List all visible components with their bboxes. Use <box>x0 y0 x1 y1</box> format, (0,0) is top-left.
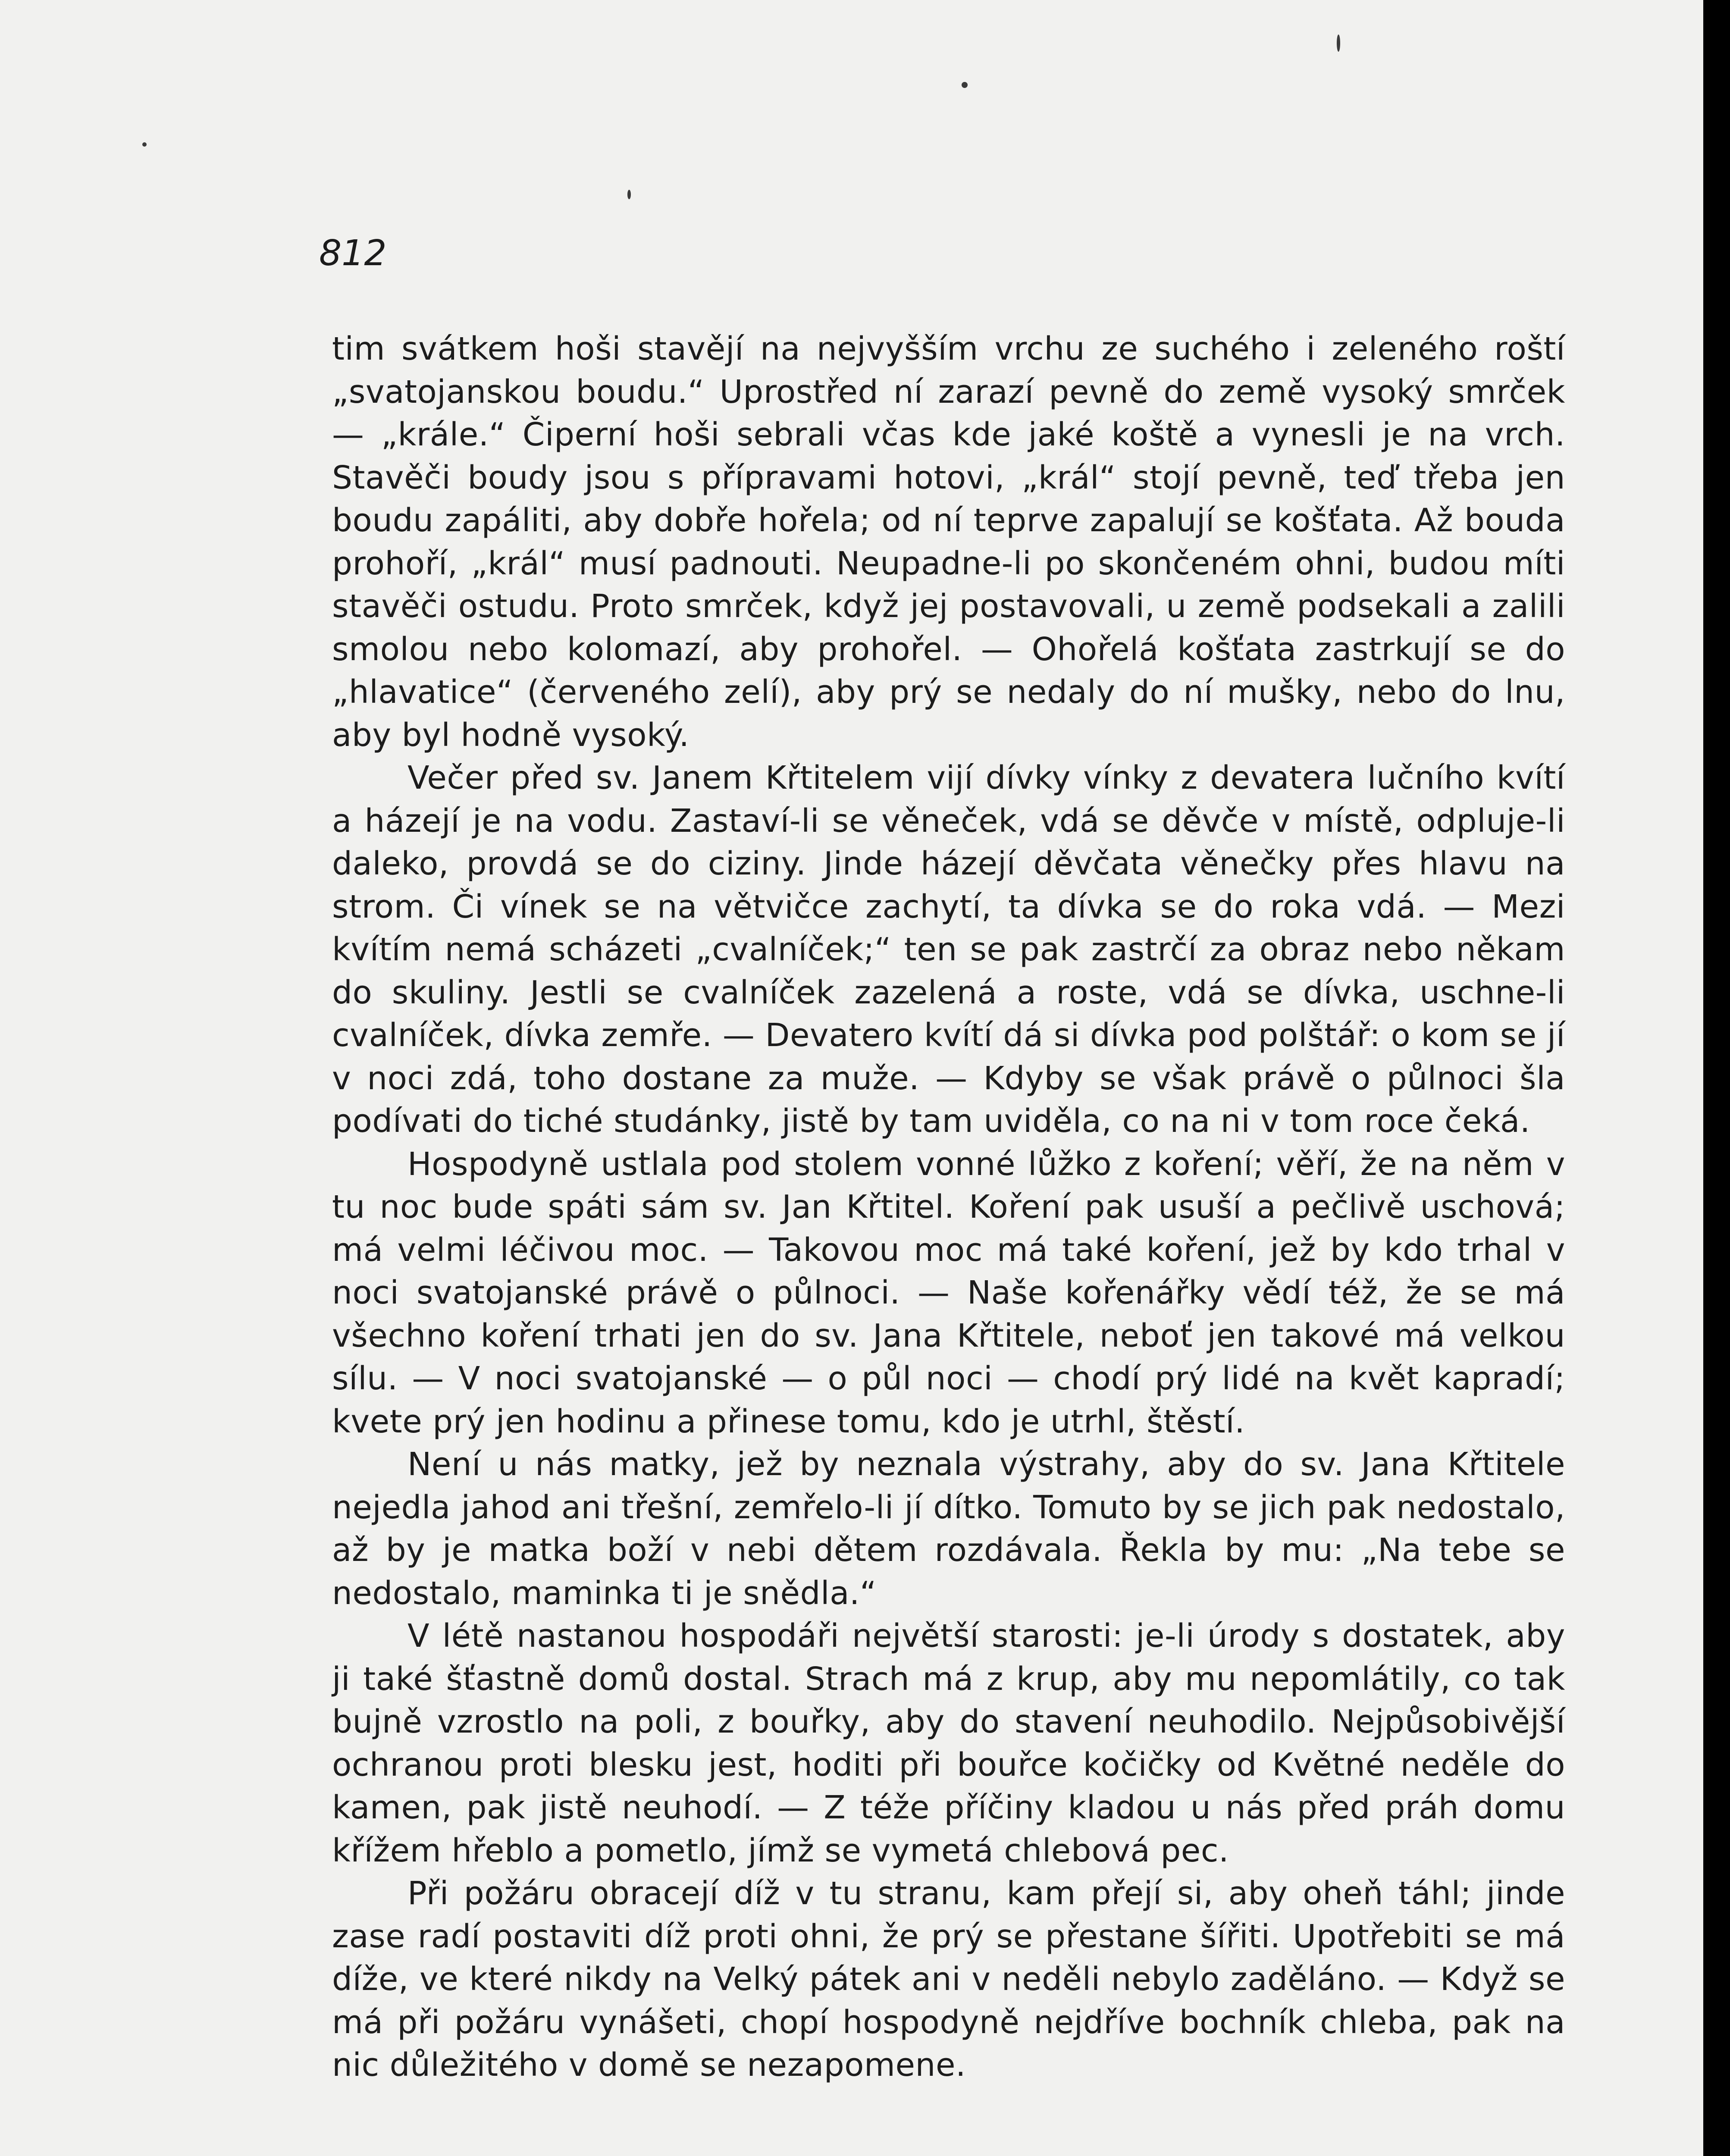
paragraph-1: tim svátkem hoši stavějí na nejvyšším vrchu ze suchého i zeleného roští „svatojanskou boudu.“ Uprostřed ní zarazí pevně do země vysoký smrček — „krále.“ Čiperní hoši sebrali včas kde jaké koště a vynesli je na vrch. Stavěči boudy jsou s přípravami hotovi, „král“ stojí pevně, teď třeba jen boudu zapáliti, aby dobře hořela; od ní teprve zapalují se košťata. Až bouda prohoří, „král“ musí padnouti. Neupadne-li po skončeném ohni, budou míti stavěči ostudu. Proto smrček, když jej postavovali, u země podsekali a zalili smolou nebo kolomazí, aby prohořel. — Ohořelá košťata zastrkují se do „hlavatice“ (červeného zelí), aby prý se nedaly do ní mušky, nebo do lnu, aby byl hodně vysoký. <box>332 330 1565 754</box>
page-number: 812 <box>319 233 387 274</box>
paragraph-2: Večer před sv. Janem Křtitelem vijí dívky vínky z devatera lučního kvítí a házejí je na vodu. Zastaví-li se věneček, vdá se děvče v místě, odpluje-li daleko, provdá se do ciziny. Jinde házejí děvčata věnečky přes hlavu na strom. Či vínek se na větvičce zachytí, ta dívka se do roka vdá. — Mezi kvítím nemá scházeti „cvalníček;“ ten se pak zastrčí za obraz nebo někam do skuliny. Jestli se cvalníček zazelená a roste, vdá se dívka, uschne-li cvalníček, dívka zemře. — Devatero kvítí dá si dívka pod polštář: o kom se jí v noci zdá, toho dostane za muže. — Kdyby se však právě o půlnoci šla podívati do tiché studánky, jistě by tam uviděla, co na ni v tom roce čeká. <box>332 759 1565 1140</box>
dust-speck <box>962 82 968 88</box>
paragraph-6: Při požáru obracejí díž v tu stranu, kam přejí si, aby oheň táhl; jinde zase radí postaviti díž proti ohni, že prý se přestane šířiti. Upotřebiti se má díže, ve které nikdy na Velký pátek ani v neděli nebylo zaděláno. — Když se má při požáru vynášeti, chopí hospodyně nejdříve bochník chleba, pak na nic důležitého v domě se nezapomene. <box>332 1875 1565 2084</box>
dust-speck <box>627 190 631 199</box>
paragraph-4: Není u nás matky, jež by neznala výstrahy, aby do sv. Jana Křtitele nejedla jahod ani třešní, zemřelo-li jí dítko. Tomuto by se jich pak nedostalo, až by je matka boží v nebi dětem rozdávala. Řekla by mu: „Na tebe se nedostalo, maminka ti je snědla.“ <box>332 1446 1565 1612</box>
scan-border <box>1703 0 1730 2156</box>
dust-speck <box>1337 34 1340 52</box>
body-text <box>332 328 1565 2087</box>
paragraph-5: V létě nastanou hospodáři největší starosti: je-li úrody s dostatek, aby ji také šťastně domů dostal. Strach má z krup, aby mu nepomlátily, co tak bujně vzrostlo na poli, z bouřky, aby do stavení neuhodilo. Nejpůsobivější ochranou proti blesku jest, hoditi při bouřce kočičky od Květné neděle do kamen, pak jistě neuhodí. — Z téže příčiny kladou u nás před práh domu křížem hřeblo a pometlo, jímž se vymetá chlebová pec. <box>332 1617 1565 1869</box>
dust-speck <box>142 142 147 147</box>
paragraph-3: Hospodyně ustlala pod stolem vonné lůžko z koření; věří, že na něm v tu noc bude spáti sám sv. Jan Křtitel. Koření pak usuší a pečlivě uschová; má velmi léčivou moc. — Takovou moc má také koření, jež by kdo trhal v noci svatojanské právě o půlnoci. — Naše kořenářky vědí též, že se má všechno koření trhati jen do sv. Jana Křtitele, neboť jen takové má velkou sílu. — V noci svatojanské — o půl noci — chodí prý lidé na květ kapradí; kvete prý jen hodinu a přinese tomu, kdo je utrhl, štěstí. <box>332 1145 1565 1440</box>
